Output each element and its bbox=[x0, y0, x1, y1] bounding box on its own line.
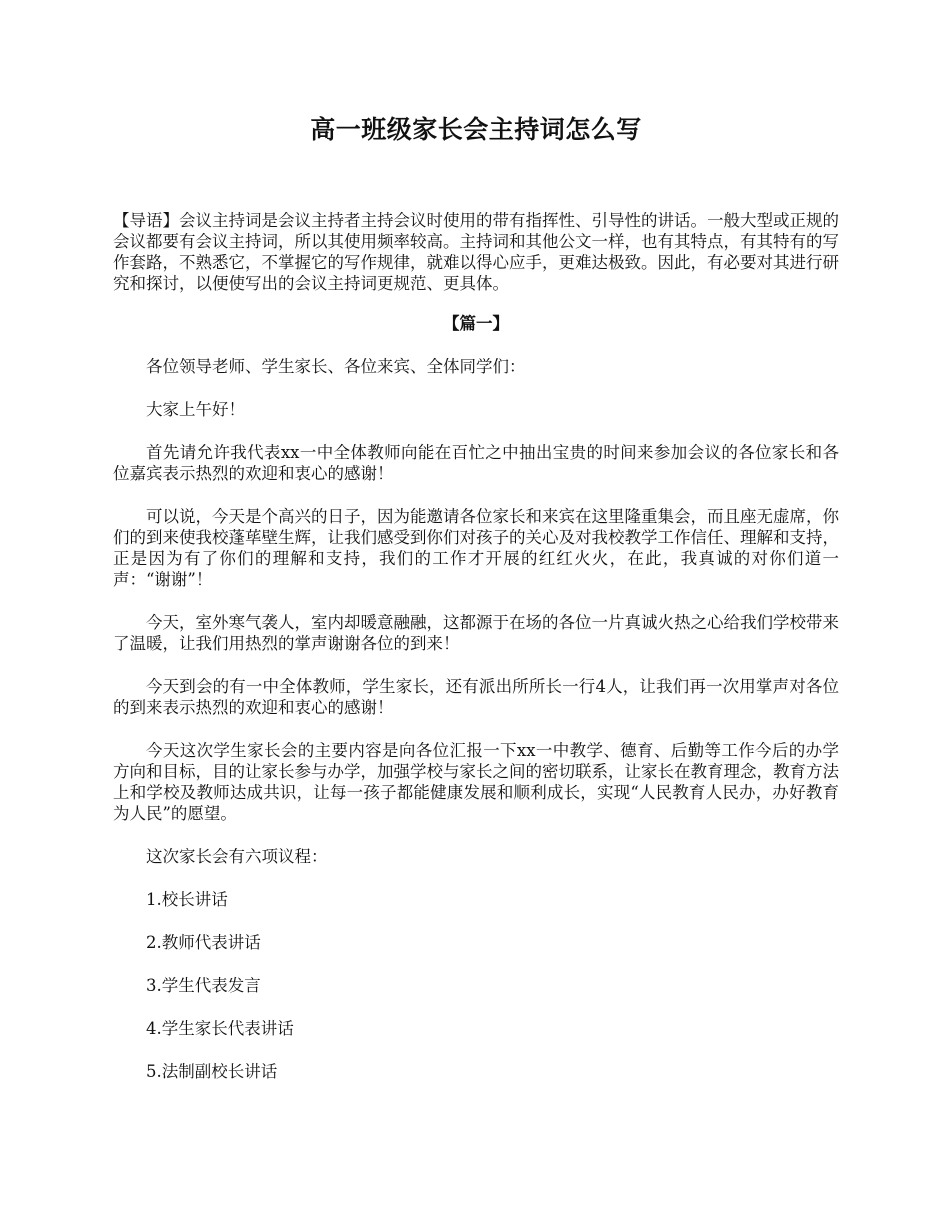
paragraph-weather: 今天，室外寒气袭人，室内却暖意融融，这都源于在场的各位一片真诚火热之心给我们学校带来了温暖，让我们用热烈的掌声谢谢各位的到来！ bbox=[113, 613, 839, 653]
agenda-item-3: 3.学生代表发言 bbox=[146, 976, 261, 995]
agenda-item-1: 1.校长讲话 bbox=[146, 890, 228, 909]
paragraph-welcome: 首先请允许我代表xx一中全体教师向能在百忙之中抽出宝贵的时间来参加会议的各位家长和各位嘉宾表示热烈的欢迎和衷心的感谢！ bbox=[113, 443, 839, 483]
paragraph-greeting: 大家上午好！ bbox=[146, 400, 245, 419]
section-heading: 【篇一】 bbox=[443, 314, 509, 333]
paragraph-agenda-intro: 这次家长会有六项议程： bbox=[146, 847, 328, 866]
paragraph-purpose: 今天这次学生家长会的主要内容是向各位汇报一下xx一中教学、德育、后勤等工作今后的办学方向和目标，目的让家长参与办学，加强学校与家长之间的密切联系，让家长在教育理念，教育方法上和学校及教师达成共识，让每一孩子都能健康发展和顺利成长，实现“人民教育人民办，办好教育为人民”的愿望。 bbox=[113, 741, 839, 823]
paragraph-thanks: 可以说，今天是个高兴的日子，因为能邀请各位家长和来宾在这里隆重集会，而且座无虚席，你们的到来使我校蓬荜壁生辉，让我们感受到你们对孩子的关心及对我校教学工作信任、理解和支持，正是因为有了你们的理解和支持，我们的工作才开展的红红火火，在此，我真诚的对你们道一声：“谢谢”！ bbox=[113, 507, 839, 589]
paragraph-attendees: 今天到会的有一中全体教师，学生家长，还有派出所所长一行4人，让我们再一次用掌声对各位的到来表示热烈的欢迎和衷心的感谢！ bbox=[113, 677, 839, 717]
paragraph-salutation: 各位领导老师、学生家长、各位来宾、全体同学们： bbox=[146, 357, 526, 376]
document-title: 高一班级家长会主持词怎么写 bbox=[310, 115, 642, 144]
agenda-item-4: 4.学生家长代表讲话 bbox=[146, 1019, 294, 1038]
intro-paragraph: 【导语】会议主持词是会议主持者主持会议时使用的带有指挥性、引导性的讲话。一般大型或正规的会议都要有会议主持词，所以其使用频率较高。主持词和其他公文一样，也有其特点，有其特有的写作套路，不熟悉它，不掌握它的写作规律，就难以得心应手，更难达极致。因此，有必要对其进行研究和探讨，以便使写出的会议主持词更规范、更具体。 bbox=[113, 211, 839, 293]
agenda-item-2: 2.教师代表讲话 bbox=[146, 933, 261, 952]
agenda-item-5: 5.法制副校长讲话 bbox=[146, 1062, 278, 1081]
